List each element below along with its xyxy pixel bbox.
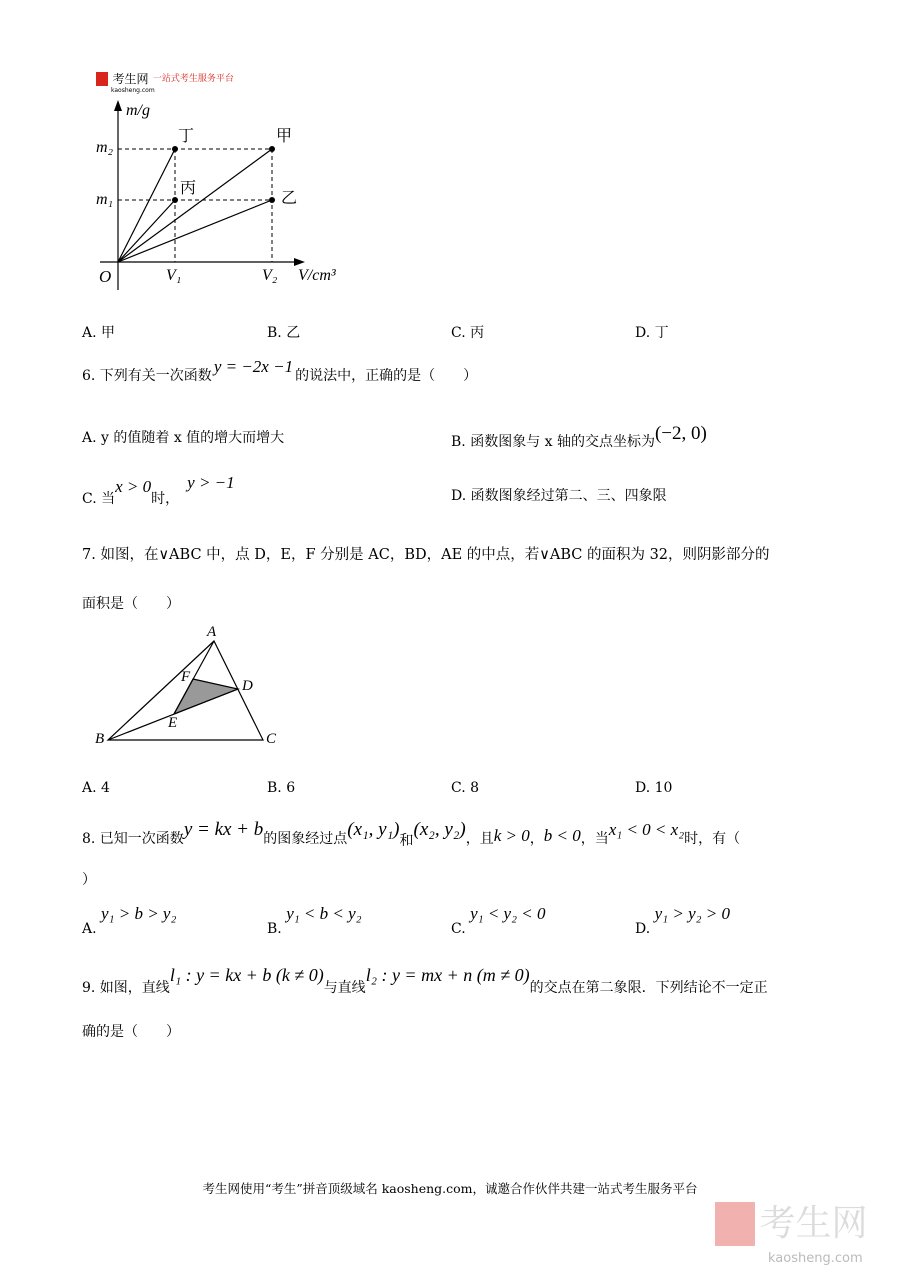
m1-label: m₁	[96, 191, 114, 208]
q8-option-b: B. y₁ < b < y₂	[267, 904, 362, 937]
q7-option-b: B. 6	[267, 780, 296, 796]
origin-label: O	[99, 267, 112, 286]
vertex-d-label: D	[242, 678, 253, 694]
q6-option-d: D. 函数图象经过第二、三、四象限	[451, 488, 667, 504]
footer-text: 考生网使用“考生”拼音顶级域名 kaosheng.com，诚邀合作伙伴共建一站式考生服务平台	[202, 1181, 698, 1196]
q6-option-a: A. y 的值随着 x 值的增大而增大	[82, 430, 285, 446]
point-jia-label: 甲	[276, 126, 293, 145]
q7-option-c: C. 8	[451, 780, 480, 796]
point-yi-label: 乙	[281, 188, 298, 207]
vertex-b-label: B	[95, 731, 105, 747]
q5-option-b: B. 乙	[267, 325, 301, 341]
q5-option-c: C. 丙	[451, 325, 485, 341]
v1-label: V₁	[166, 267, 182, 284]
q7-stem-line2: 面积是（ ）	[82, 596, 180, 612]
point-bing-label: 丙	[180, 178, 197, 197]
vertex-c-label: C	[266, 731, 277, 747]
triangle-abc	[108, 641, 263, 740]
q7-stem-line1: 7. 如图，在∨ABC 中，点 D，E，F 分别是 AC，BD，AE 的中点，若∨ABC 的面积为 32，则阴影部分的	[82, 547, 770, 563]
x-arrow-icon	[294, 258, 305, 266]
y-arrow-icon	[114, 100, 122, 111]
line-jia	[118, 149, 272, 262]
line-ding	[118, 149, 175, 262]
q8-stem-line1: 8. 已知一次函数y = kx + b的图象经过点(x₁, y₁)和(x₂, y₂)，且k > 0，b < 0，当x₁ < 0 < x₂时，有（	[82, 819, 741, 849]
q8-option-a: A. y₁ > b > y₂	[82, 904, 177, 937]
q7-option-a: A. 4	[82, 780, 110, 796]
line-bing	[118, 200, 175, 262]
q8-option-d: D. y₁ > y₂ > 0	[635, 904, 730, 937]
vertex-e-label: E	[168, 715, 178, 731]
q9-stem-line1: 9. 如图，直线l₁ : y = kx + b (k ≠ 0)与直线l₂ : y = mx + n (m ≠ 0)的交点在第二象限．下列结论不一定正	[82, 965, 768, 996]
q6-option-c: C. 当x > 0时，y > −1	[82, 473, 235, 507]
vertex-f-label: F	[181, 669, 191, 685]
q8-stem-line2: ）	[82, 872, 96, 888]
q9-stem-line2: 确的是（ ）	[82, 1024, 180, 1040]
vertex-a-label: A	[207, 624, 217, 640]
q6-stem: 6. 下列有关一次函数 y = −2x −1 的说法中，正确的是（ ）	[82, 357, 478, 384]
q5-option-a: A. 甲	[82, 325, 116, 341]
q7-option-d: D. 10	[635, 780, 673, 796]
logo-slogan: 一站式考生服务平台	[152, 74, 234, 84]
point-ding-label: 丁	[178, 126, 195, 145]
watermark-domain: kaosheng.com	[768, 1251, 863, 1266]
logo-domain: kaosheng.com	[111, 87, 155, 94]
watermark-logo: 考生网	[715, 1202, 867, 1246]
m2-label: m₂	[96, 139, 114, 156]
logo-brand: 考生网	[112, 72, 149, 86]
y-axis-label: m/g	[126, 102, 150, 119]
v2-label: V₂	[262, 267, 278, 284]
line-yi	[118, 200, 272, 262]
x-axis-label: V/cm³	[298, 267, 336, 284]
q8-option-c: C. y₁ < y₂ < 0	[451, 904, 546, 937]
q6-option-b: B. 函数图象与 x 轴的交点坐标为(−2, 0)	[451, 423, 707, 450]
watermark-icon	[715, 1202, 755, 1246]
q5-option-d: D. 丁	[635, 325, 669, 341]
